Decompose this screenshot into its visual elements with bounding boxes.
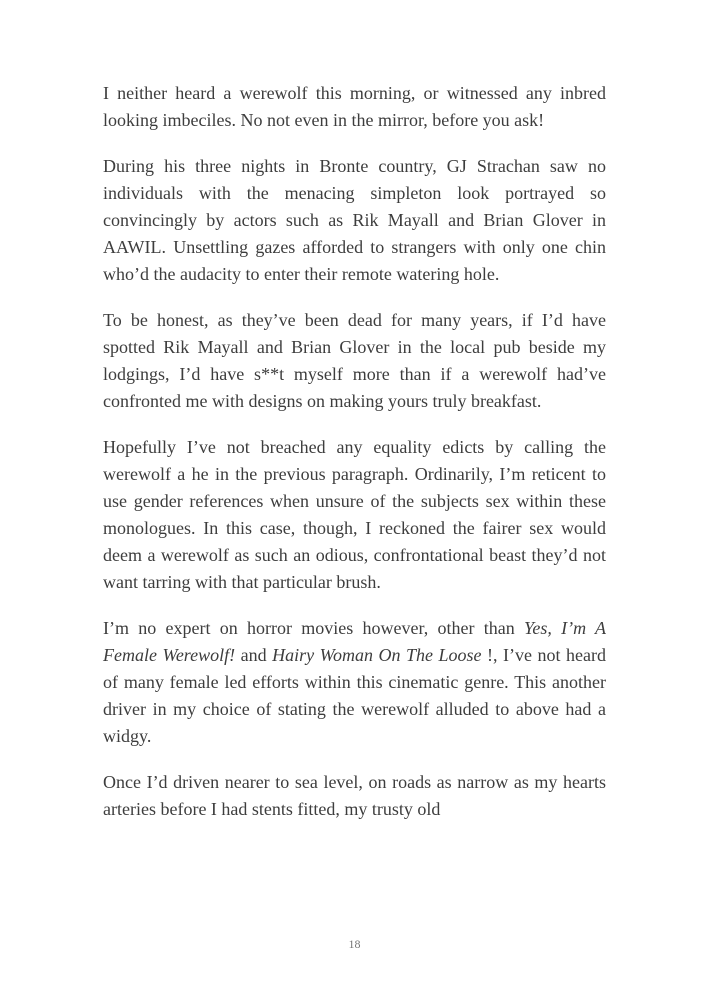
italic-text-run: Hairy Woman On The Loose bbox=[272, 645, 482, 665]
text-run: I’m no expert on horror movies however, other than bbox=[103, 618, 524, 638]
paragraph bbox=[103, 307, 606, 415]
paragraph bbox=[103, 153, 606, 288]
paragraph bbox=[103, 769, 606, 823]
paragraph bbox=[103, 615, 606, 750]
text-run: !, I’ve not heard of many female led efforts within this cinematic genre. This another driver in my choice of stating the werewolf alluded to above had a widgy. bbox=[103, 645, 606, 746]
paragraph bbox=[103, 434, 606, 596]
page-number: 18 bbox=[348, 937, 361, 951]
paragraph bbox=[103, 80, 606, 134]
text-run: I neither heard a werewolf this morning, or witnessed any inbred looking imbeciles. No not even in the mirror, before you ask! bbox=[103, 83, 606, 130]
text-run: Once I’d driven nearer to sea level, on roads as narrow as my hearts arteries before I had stents fitted, my trusty old bbox=[103, 772, 606, 819]
text-run: To be honest, as they’ve been dead for many years, if I’d have spotted Rik Mayall and Brian Glover in the local pub beside my lodgings, I’d have s**t myself more than if a werewolf had’ve confronted me with designs on making yours truly breakfast. bbox=[103, 310, 606, 411]
text-run: and bbox=[235, 645, 273, 665]
text-run: Hopefully I’ve not breached any equality edicts by calling the werewolf a he in the previous paragraph. Ordinarily, I’m reticent to use gender references when unsure of the subjects sex within these monologues. In this case, though, I reckoned the fairer sex would deem a werewolf as such an odious, confrontational beast they’d not want tarring with that particular brush. bbox=[103, 437, 606, 592]
text-run: During his three nights in Bronte country, GJ Strachan saw no individuals with the menacing simpleton look portrayed so convincingly by actors such as Rik Mayall and Brian Glover in AAWIL. Unsettling gazes afforded to strangers with only one chin who’d the audacity to enter their remote watering hole. bbox=[103, 156, 606, 284]
page-body bbox=[103, 80, 606, 842]
italic-text-run: Yes, I’m A Female Werewolf! bbox=[103, 618, 606, 665]
